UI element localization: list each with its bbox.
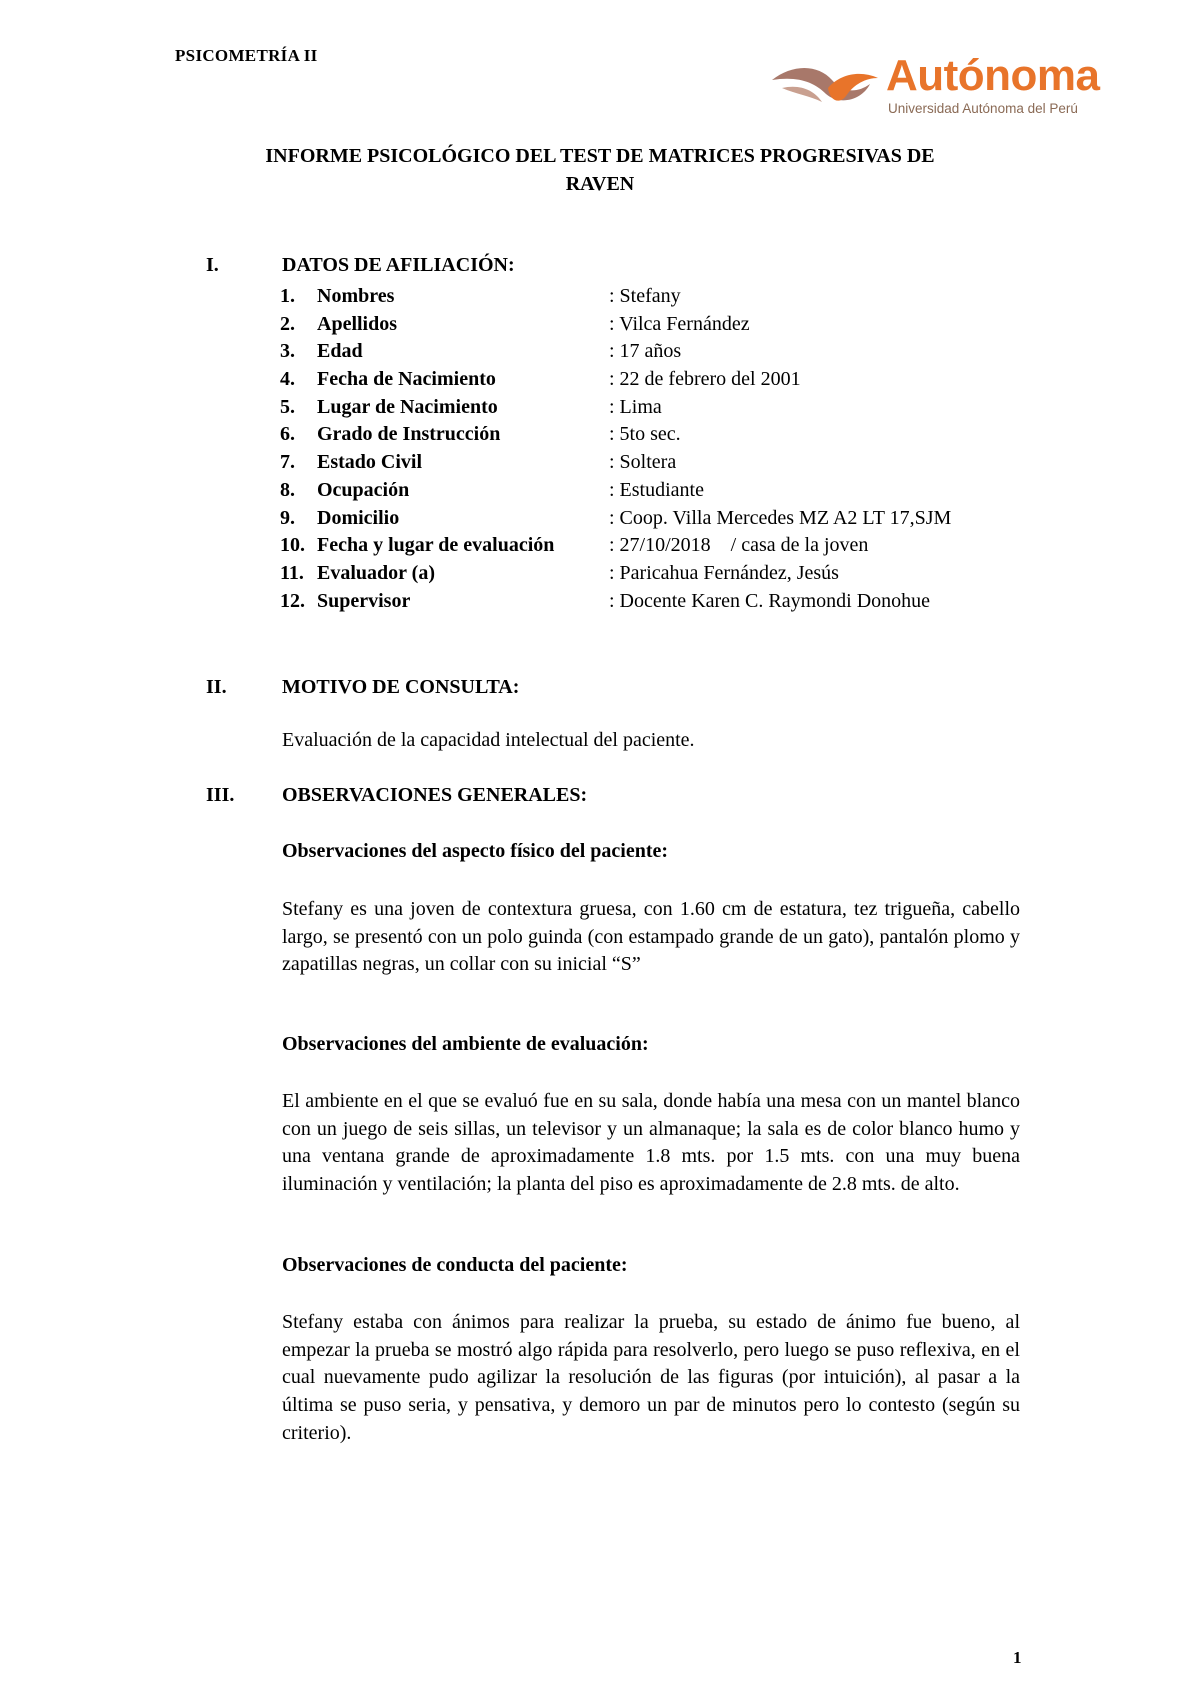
section-3-number: III. — [206, 784, 235, 806]
logo-wordmark: Autónoma — [886, 51, 1100, 100]
item-value: : Docente Karen C. Raymondi Donohue — [609, 589, 931, 612]
university-logo — [770, 51, 1100, 122]
logo-swoosh-icon — [770, 58, 882, 120]
item-label: Lugar de Nacimiento — [317, 395, 498, 418]
item-label: Domicilio — [317, 506, 400, 529]
item-number: 5. — [280, 395, 295, 418]
logo-subtitle: Universidad Autónoma del Perú — [888, 101, 1078, 116]
course-header: PSICOMETRÍA II — [175, 46, 318, 65]
item-label: Fecha de Nacimiento — [317, 368, 496, 391]
item-value: : Paricahua Fernández, Jesús — [609, 561, 839, 584]
section-3-title: OBSERVACIONES GENERALES: — [282, 784, 588, 806]
item-value: : Soltera — [609, 451, 677, 474]
section-1-title: DATOS DE AFILIACIÓN: — [282, 254, 515, 276]
item-value: : 17 años — [609, 340, 682, 363]
item-number: 9. — [280, 506, 295, 529]
conduct-observations-title: Observaciones de conducta del paciente: — [282, 1254, 628, 1276]
item-value: : 5to sec. — [609, 423, 681, 446]
report-title-line-2: RAVEN — [565, 173, 635, 195]
item-number: 1. — [280, 285, 295, 307]
item-number: 12. — [280, 589, 305, 612]
item-label: Ocupación — [317, 478, 410, 501]
item-label: Edad — [317, 340, 363, 363]
item-number: 11. — [280, 561, 304, 584]
item-number: 10. — [280, 534, 305, 557]
item-number: 4. — [280, 368, 295, 391]
section-2-number: II. — [206, 676, 227, 698]
item-label: Apellidos — [317, 312, 398, 335]
item-label: Evaluador (a) — [317, 561, 435, 584]
item-value: : 22 de febrero del 2001 — [609, 368, 801, 391]
report-title-line-1: INFORME PSICOLÓGICO DEL TEST DE MATRICES PROGRESIVAS DE — [265, 145, 935, 167]
item-value: : Lima — [609, 395, 662, 418]
physical-observations-title: Observaciones del aspecto físico del paciente: — [282, 840, 669, 862]
item-label: Grado de Instrucción — [317, 423, 501, 446]
item-number: 3. — [280, 340, 295, 363]
item-label: Fecha y lugar de evaluación — [317, 534, 555, 557]
environment-observations-title: Observaciones del ambiente de evaluación: — [282, 1033, 649, 1055]
item-number: 2. — [280, 312, 295, 335]
section-2-title: MOTIVO DE CONSULTA: — [282, 676, 520, 698]
item-value: : Stefany — [609, 285, 681, 307]
item-number: 7. — [280, 451, 295, 474]
item-number: 6. — [280, 423, 295, 446]
section-1-number: I. — [206, 254, 219, 276]
consultation-reason-text: Evaluación de la capacidad intelectual del paciente. — [282, 729, 695, 751]
report-title — [160, 142, 1040, 198]
item-value: : Coop. Villa Mercedes MZ A2 LT 17,SJM — [609, 506, 952, 529]
item-value: : Vilca Fernández — [609, 312, 750, 335]
physical-observations-text: Stefany es una joven de contextura gruesa, con 1.60 cm de estatura, tez trigueña, cabello largo, se presentó con un polo guinda (con estampado grande de un gato), pantalón plomo y zapatillas negras, un collar con su inicial “S” — [282, 898, 1020, 976]
item-number: 8. — [280, 478, 295, 501]
item-label: Nombres — [317, 285, 395, 307]
environment-observations-text: El ambiente en el que se evaluó fue en su sala, donde había una mesa con un mantel blanco con un juego de seis sillas, un televisor y un almanaque; la sala es de color blanco humo y una ventana grande de aproximadamente 1.8 mts. por 1.5 mts. con una muy buena iluminación y ventilación; la planta del piso es aproximadamente de 2.8 mts. de alto. — [282, 1090, 1020, 1196]
conduct-observations-text: Stefany estaba con ánimos para realizar la prueba, su estado de ánimo fue bueno, al empezar la prueba se mostró algo rápida para resolverlo, pero luego se puso reflexiva, en el cual nuevamente pudo agilizar la resolución de las figuras (por intuición), al pasar a la última se puso seria, y pensativa, y demoro un par de minutos pero lo contesto (según su criterio). — [282, 1311, 1020, 1444]
item-value: : 27/10/2018 / casa de la joven — [609, 534, 869, 557]
item-value: : Estudiante — [609, 478, 704, 501]
page-number: 1 — [1013, 1648, 1022, 1667]
item-label: Supervisor — [317, 589, 411, 612]
item-label: Estado Civil — [317, 451, 423, 474]
